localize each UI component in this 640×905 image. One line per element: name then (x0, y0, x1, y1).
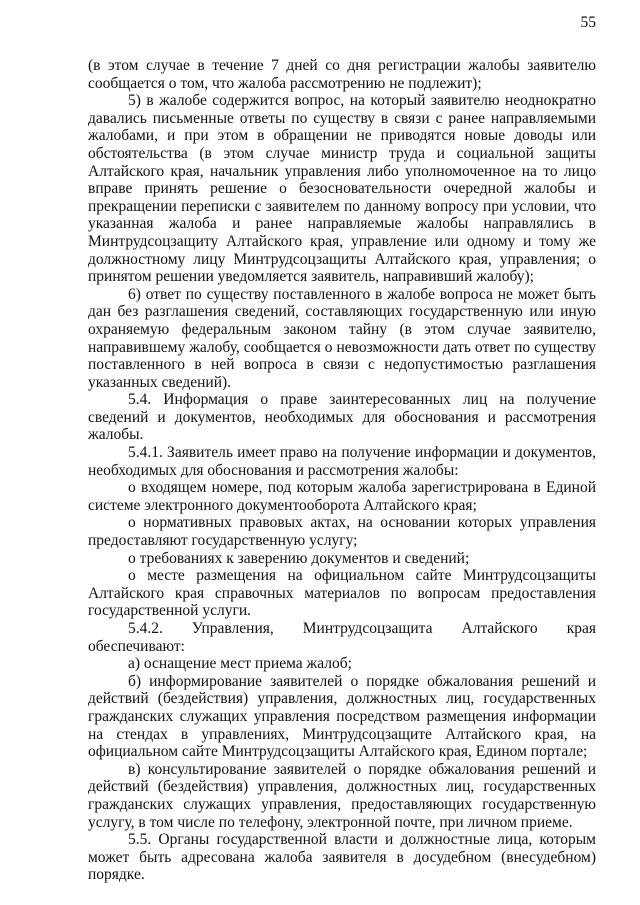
paragraph-6: о входящем номере, под которым жалоба зарегистрирована в Единой системе электронного документооборота Алтайского края; (88, 479, 596, 514)
paragraph-1: (в этом случае в течение 7 дней со дня регистрации жалобы заявителю сообщается о том, что жалоба рассмотрению не подлежит); (88, 57, 596, 92)
paragraph-3: 6) ответ по существу поставленного в жалобе вопроса не может быть дан без разглашения сведений, составляющих государственную или иную охраняемую федеральным законом тайну (в этом случае заявителю, направившему жалобу, сообщается о невозможности дать ответ по существу поставленного в ней вопроса в связи с недопустимостью разглашения указанных сведений). (88, 285, 596, 391)
paragraph-12: б) информирование заявителей о порядке обжалования решений и действий (бездействия) управления, должностных лиц, государственных гражданских служащих управления посредством размещения информации на стендах в управлениях, Минтрудсоцзащите Алтайского края, на официальном сайте Минтрудсоцзащиты Алтайского края, Едином портале; (88, 672, 596, 761)
page-number: 55 (580, 14, 596, 31)
paragraph-7: о нормативных правовых актах, на основании которых управления предоставляют государственную услугу; (88, 514, 596, 550)
paragraph-9: о месте размещения на официальном сайте Минтрудсоцзащиты Алтайского края справочных материалов по вопросам предоставления государственной услуги. (88, 567, 596, 620)
paragraph-13: в) консультирование заявителей о порядке обжалования решений и действий (бездействия) управления, должностных лиц, государственных гражданских служащих управления, предоставляющих государственную услугу, в том числе по телефону, электронной почте, при личном приеме. (88, 760, 596, 831)
paragraph-14: 5.5. Органы государственной власти и должностные лица, которым может быть адресована жалоба заявителя в досудебном (внесудебном) порядке. (88, 831, 596, 884)
paragraph-10: 5.4.2. Управления, Минтрудсоцзащита Алтайского края обеспечивают: (88, 620, 596, 655)
document-body (88, 57, 596, 884)
paragraph-8: о требованиях к заверению документов и сведений; (128, 549, 470, 567)
paragraph-11: а) оснащение мест приема жалоб; (128, 655, 352, 673)
paragraph-5: 5.4.1. Заявитель имеет право на получение информации и документов, необходимых для обоснования и рассмотрения жалобы: (88, 444, 596, 479)
paragraph-4: 5.4. Информация о праве заинтересованных лиц на получение сведений и документов, необходимых для обоснования и рассмотрения жалобы. (88, 391, 596, 444)
paragraph-2: 5) в жалобе содержится вопрос, на который заявителю неоднократно давались письменные ответы по существу в связи с ранее направляемыми жалобами, и при этом в обращении не приводятся новые доводы или обстоятельства (в этом случае министр труда и социальной защиты Алтайского края, начальник управления либо уполномоченное на то лицо вправе принять решение о безосновательности очередной жалобы и прекращении переписки с заявителем по данному вопросу при условии, что указанная жалоба и ранее направляемые жалобы направлялись в Минтрудсоцзащиту Алтайского края, управление или одному и тому же должностному лицу Минтрудсоцзащиты Алтайского края, управления; о принятом решении уведомляется заявитель, направивший жалобу); (88, 92, 596, 286)
